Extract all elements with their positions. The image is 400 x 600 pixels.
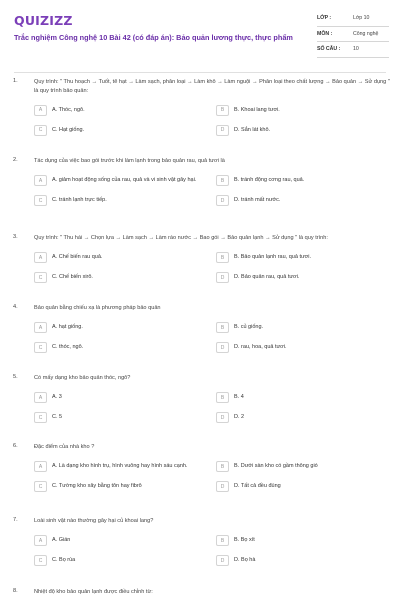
option-text: B. củ giống. — [234, 323, 264, 330]
meta-value: 10 — [353, 46, 359, 53]
option-letter-badge: A — [34, 461, 47, 472]
option-a[interactable] — [34, 460, 207, 474]
option-letter-badge: B — [216, 392, 229, 403]
option-letter-badge: A — [34, 252, 47, 263]
question-number: 5. — [13, 374, 18, 380]
page-title: Trắc nghiệm Công nghệ 10 Bài 42 (có đáp án): Bảo quản lương thực, thực phẩm — [14, 33, 293, 42]
question-text: Nhiệt độ kho bảo quản lạnh được điều chỉnh từ: — [34, 589, 153, 595]
option-letter-badge: A — [34, 392, 47, 403]
option-letter-badge: B — [216, 105, 229, 116]
option-text: C. thóc, ngô. — [52, 343, 84, 350]
option-b[interactable] — [216, 103, 389, 117]
option-a[interactable] — [34, 534, 207, 548]
option-c[interactable] — [34, 123, 207, 137]
option-b[interactable] — [216, 460, 389, 474]
option-letter-badge: C — [34, 195, 47, 206]
options-grid — [34, 534, 393, 568]
meta-row-count — [317, 42, 389, 58]
option-text: B. Khoai lang tươi. — [234, 106, 280, 113]
option-text: C. 5 — [52, 413, 63, 420]
option-letter-badge: A — [34, 175, 47, 186]
option-a[interactable] — [34, 251, 207, 265]
option-d[interactable] — [216, 271, 389, 285]
question-text: Có mấy dạng kho bảo quản thóc, ngô? — [34, 375, 131, 381]
header-divider — [14, 72, 386, 73]
option-letter-badge: A — [34, 105, 47, 116]
option-text: D. Sắn lát khô. — [234, 126, 271, 133]
option-text: D. rau, hoa, quả tươi. — [234, 343, 287, 350]
question-8 — [13, 588, 393, 597]
option-d[interactable] — [216, 554, 389, 568]
option-c[interactable] — [34, 411, 207, 425]
options-grid — [34, 174, 393, 208]
meta-table — [317, 11, 389, 58]
option-letter-badge: C — [34, 555, 47, 566]
option-c[interactable] — [34, 271, 207, 285]
question-text: Loài sinh vật nào thường gây hại củ khoai lang? — [34, 518, 154, 524]
option-a[interactable] — [34, 174, 207, 188]
option-letter-badge: C — [34, 125, 47, 136]
question-3 — [13, 234, 393, 285]
option-letter-badge: C — [34, 412, 47, 423]
option-a[interactable] — [34, 391, 207, 405]
option-text: D. 2 — [234, 413, 245, 420]
option-c[interactable] — [34, 194, 207, 208]
option-letter-badge: A — [34, 322, 47, 333]
option-text: A. Chế biến rau quả. — [52, 253, 103, 260]
option-a[interactable] — [34, 321, 207, 335]
option-letter-badge: C — [34, 272, 47, 283]
option-letter-badge: D — [216, 342, 229, 353]
option-text: C. Tường kho xây bằng tôn hay fibrô — [52, 482, 142, 489]
option-letter-badge: B — [216, 252, 229, 263]
meta-value: Lớp 10 — [353, 15, 370, 22]
option-text: A. Gián — [52, 536, 71, 543]
option-text: A. Là dạng kho hình trụ, hình vuông hay hình sáu cạnh. — [52, 462, 188, 469]
option-text: B. 4 — [234, 393, 244, 400]
option-c[interactable] — [34, 341, 207, 355]
options-grid — [34, 103, 393, 137]
question-text: Bảo quản bằng chiếu xạ là phương pháp bảo quản — [34, 305, 161, 311]
option-text: D. tránh mất nước. — [234, 196, 281, 203]
options-grid — [34, 251, 393, 285]
option-c[interactable] — [34, 480, 207, 494]
option-b[interactable] — [216, 251, 389, 265]
meta-value: Công nghệ — [353, 30, 379, 37]
question-5 — [13, 374, 393, 425]
option-letter-badge: B — [216, 175, 229, 186]
option-b[interactable] — [216, 321, 389, 335]
option-d[interactable] — [216, 341, 389, 355]
option-text: B. Dưới sàn kho có gầm thông gió — [234, 462, 318, 469]
option-letter-badge: D — [216, 125, 229, 136]
quizizz-logo: QUIZIZZ — [14, 13, 73, 28]
option-letter-badge: D — [216, 481, 229, 492]
meta-label: MÔN : — [317, 30, 333, 37]
options-grid — [34, 321, 393, 355]
question-text: Quy trình: " Thu hái → Chọn lựa → Làm sạch → Làm ráo nước → Bao gói → Bảo quản lạnh → Sử dụng " là quy trình: — [34, 235, 328, 241]
meta-label: LỚP : — [317, 15, 332, 22]
option-b[interactable] — [216, 391, 389, 405]
option-text: A. hạt giống. — [52, 323, 83, 330]
question-number: 8. — [13, 588, 18, 594]
question-text: Đặc điểm của nhà kho ? — [34, 444, 95, 450]
options-grid — [34, 391, 393, 425]
option-c[interactable] — [34, 554, 207, 568]
option-text: D. Bảo quản rau, quả tươi. — [234, 273, 300, 280]
options-grid — [34, 460, 393, 494]
question-number: 2. — [13, 157, 18, 163]
option-text: A. Thóc, ngô. — [52, 106, 85, 113]
question-text: Quy trình: " Thu hoạch → Tuốt, tẽ hạt → Làm sạch, phân loại → Làm khô → Làm nguội → Phân loại theo chất lượng → Bảo quản → Sử dụng " là quy trình bảo quản: — [34, 79, 390, 94]
question-number: 7. — [13, 517, 18, 523]
option-text: B. Bảo quản lạnh rau, quả tươi. — [234, 253, 312, 260]
option-text: A. 3 — [52, 393, 62, 400]
option-text: D. Tất cả đều đúng — [234, 482, 281, 489]
option-text: C. Hạt giống. — [52, 126, 85, 133]
option-text: A. giảm hoạt động sống của rau, quả và vi sinh vật gây hại. — [52, 176, 197, 183]
option-letter-badge: A — [34, 535, 47, 546]
option-letter-badge: D — [216, 412, 229, 423]
meta-row-subject — [317, 27, 389, 43]
option-letter-badge: B — [216, 322, 229, 333]
question-number: 3. — [13, 234, 18, 240]
option-letter-badge: C — [34, 481, 47, 492]
option-d[interactable] — [216, 194, 389, 208]
question-number: 4. — [13, 304, 18, 310]
option-text: B. tránh động cơng rau, quả. — [234, 176, 305, 183]
option-d[interactable] — [216, 480, 389, 494]
meta-label: SỐ CÂU : — [317, 46, 341, 53]
meta-row-class — [317, 11, 389, 27]
option-text: D. Bọ hà — [234, 556, 256, 563]
option-letter-badge: B — [216, 535, 229, 546]
question-number: 1. — [13, 78, 18, 84]
option-b[interactable] — [216, 174, 389, 188]
option-letter-badge: D — [216, 195, 229, 206]
option-text: B. Bọ xít — [234, 536, 255, 543]
option-a[interactable] — [34, 103, 207, 117]
question-2 — [13, 157, 393, 208]
question-1 — [13, 78, 393, 137]
option-d[interactable] — [216, 411, 389, 425]
option-letter-badge: C — [34, 342, 47, 353]
option-d[interactable] — [216, 123, 389, 137]
option-text: C. tránh lạnh trực tiếp. — [52, 196, 107, 203]
option-text: C. Bọ rùa — [52, 556, 76, 563]
option-text: C. Chế biến xirô. — [52, 273, 93, 280]
option-letter-badge: D — [216, 272, 229, 283]
option-letter-badge: B — [216, 461, 229, 472]
question-4 — [13, 304, 393, 355]
option-letter-badge: D — [216, 555, 229, 566]
question-number: 6. — [13, 443, 18, 449]
question-text: Tác dụng của việc bao gói trước khi làm lạnh trong bảo quản rau, quả tươi là — [34, 158, 225, 164]
question-7 — [13, 517, 393, 568]
option-b[interactable] — [216, 534, 389, 548]
question-6 — [13, 443, 393, 494]
